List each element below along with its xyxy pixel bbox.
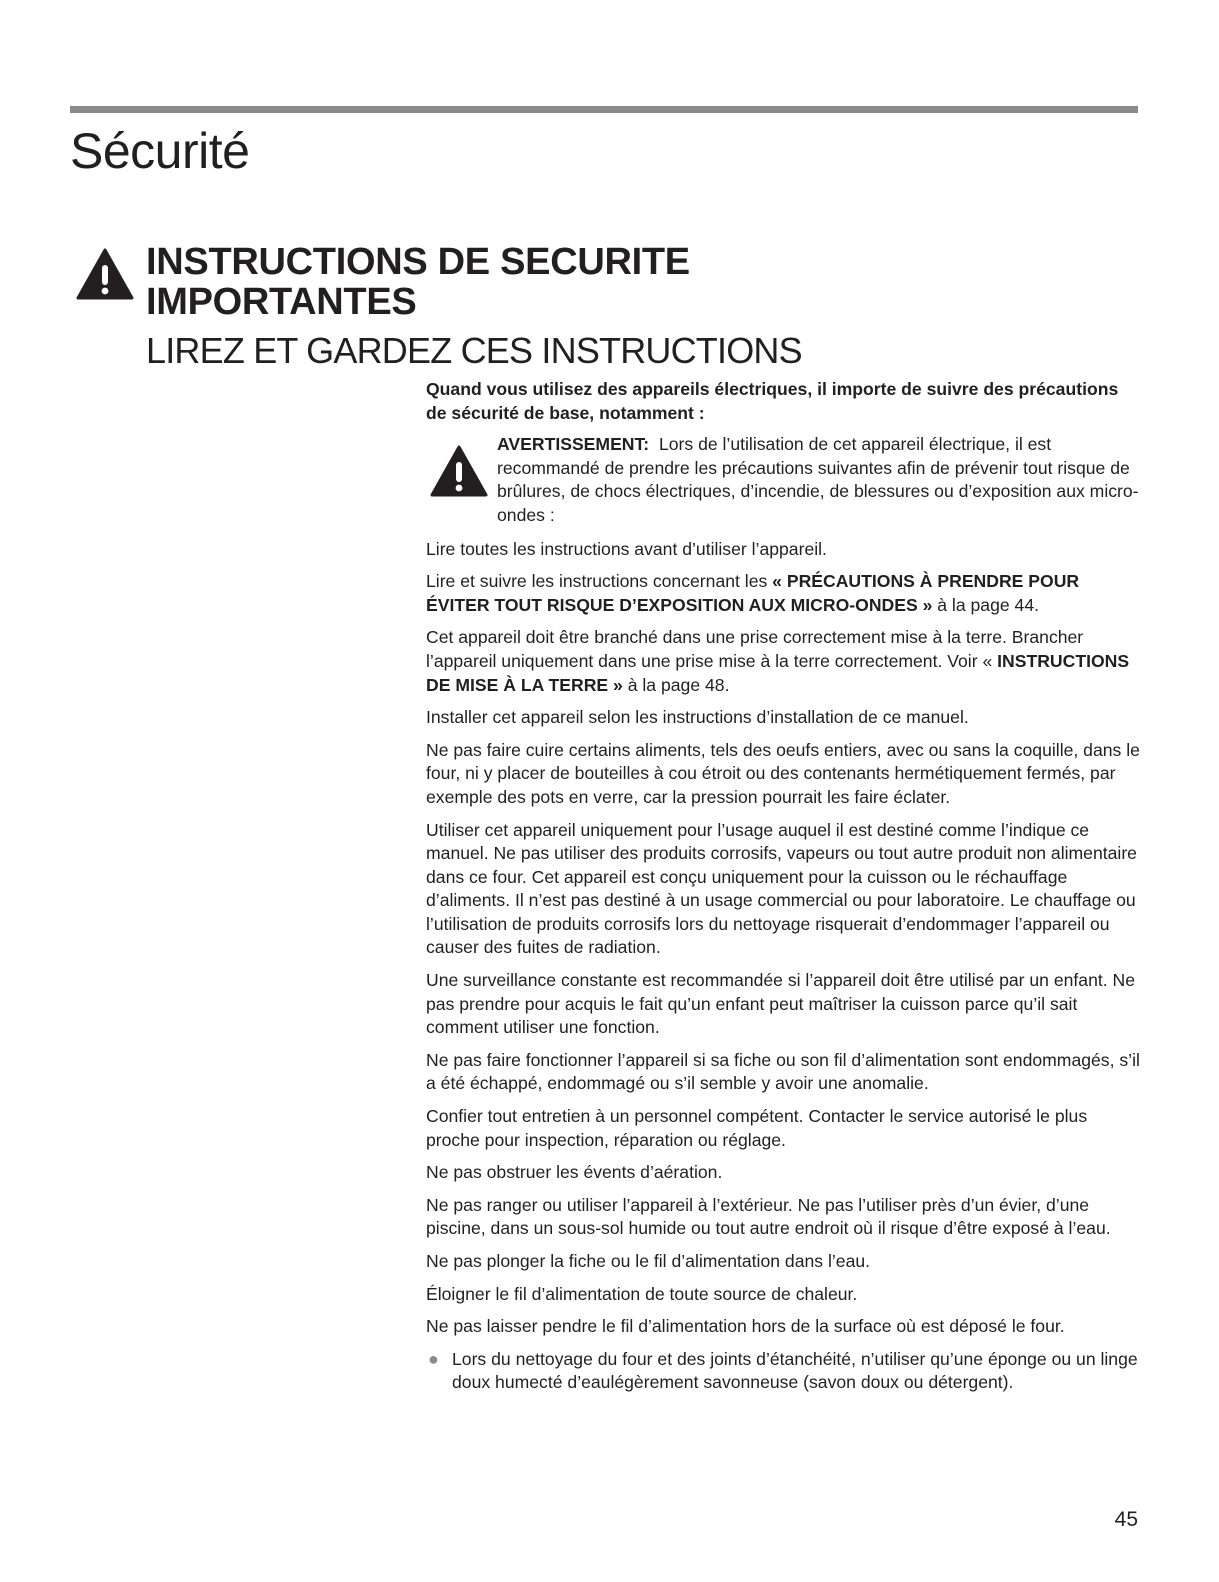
grounding-instructions-reference: INSTRUCTIONS DE MISE À LA TERRE » — [426, 650, 1130, 695]
paragraph-text: Cet appareil doit être branché dans une prise correctement mise à la terre. Brancher l’appareil uniquement dans une prise mise à la terre correctement. Voir « — [426, 627, 1084, 671]
warning-paragraph — [497, 433, 1140, 527]
paragraph-text: à la page 48. — [622, 674, 730, 695]
instruction-paragraph: Éloigner le fil d’alimentation de toute source de chaleur. — [426, 1283, 858, 1304]
intro-text: Quand vous utilisez des appareils électriques, il importe de suivre des précautions de sécurité de base, notamment : — [426, 379, 1119, 423]
bullet-text: Lors du nettoyage du four et des joints d’étanchéité, n’utiliser qu’une éponge ou un linge doux humecté d’eaulégèrement savonneuse (savon doux ou détergent). — [452, 1348, 1138, 1393]
main-heading-line-1: INSTRUCTIONS DE SECURITE — [146, 241, 690, 283]
instruction-paragraph: Installer cet appareil selon les instructions d’installation de ce manuel. — [426, 707, 969, 728]
instruction-paragraph: Utiliser cet appareil uniquement pour l’usage auquel il est destiné comme l’indique ce manuel. Ne pas utiliser des produits corrosifs, vapeurs ou tout autre produit non alimentaire dans ce four. Cet appareil est conçu uniquement pour la cuisson ou le réchauffage d’aliments. Il n’est pas destiné à un usage commercial ou pour laboratoire. Le chauffage ou l’utilisation de produits corrosifs lors du nettoyage risquerait d’endommager l’appareil ou causer des fuites de radiation. — [426, 819, 1137, 958]
instruction-paragraph: Confier tout entretien à un personnel compétent. Contacter le service autorisé le plus proche pour inspection, réparation ou réglage. — [426, 1106, 1088, 1150]
page-number: 45 — [1114, 1508, 1138, 1531]
main-heading-line-2: IMPORTANTES — [146, 281, 417, 323]
instruction-paragraph — [426, 626, 1140, 697]
microwave-precautions-reference: « PRÉCAUTIONS À PRENDRE POUR ÉVITER TOUT RISQUE D’EXPOSITION AUX MICRO-ONDES » — [426, 571, 1080, 615]
warning-block — [426, 433, 1140, 527]
instructions-body — [426, 378, 1140, 1395]
instruction-paragraph: Ne pas ranger ou utiliser l’appareil à l’extérieur. Ne pas l’utiliser près d’un évier, d’une piscine, dans un sous-sol humide ou tout autre endroit où il risque d’être exposé à l’eau. — [426, 1194, 1111, 1239]
instruction-paragraph: Lire toutes les instructions avant d’utiliser l’appareil. — [426, 538, 827, 559]
instruction-paragraph — [426, 570, 1140, 617]
top-rule — [70, 106, 1138, 113]
sub-heading: LIREZ ET GARDEZ CES INSTRUCTIONS — [146, 330, 802, 371]
warning-triangle-icon — [76, 248, 134, 300]
warning-label: AVERTISSEMENT: — [497, 434, 650, 455]
bullet-item — [426, 1348, 1140, 1395]
instruction-paragraph: Ne pas plonger la fiche ou le fil d’alimentation dans l’eau. — [426, 1251, 871, 1271]
instruction-paragraph: Ne pas faire cuire certains aliments, tels des oeufs entiers, avec ou sans la coquille, dans le four, ni y placer de bouteilles à cou étroit ou des contenants hermétiquement fermés, par exemple des pots en verre, car la pression pourrait les faire éclater. — [426, 739, 1140, 807]
instruction-paragraph: Une surveillance constante est recommandée si l’appareil doit être utilisé par un enfant. Ne pas prendre pour acquis le fait qu’un enfant peut maîtriser la cuisson parce qu’il sait comment utiliser une fonction. — [426, 970, 1136, 1038]
paragraph-text: Lire et suivre les instructions concernant les — [426, 571, 773, 592]
warning-text: Lors de l’utilisation de cet appareil électrique, il est recommandé de prendre les précautions suivantes afin de prévenir tout risque de brûlures, de chocs électriques, d’incendie, de blessures ou d’exposition aux micro-ondes : — [497, 434, 1139, 525]
main-heading — [146, 242, 690, 322]
bullet-dot-icon: ● — [428, 1348, 439, 1369]
page-title: Sécurité — [70, 123, 250, 179]
instruction-paragraph: Ne pas faire fonctionner l’appareil si sa fiche ou son fil d’alimentation sont endommagés, s’il a été échappé, endommagé ou s’il semble y avoir une anomalie. — [426, 1049, 1140, 1094]
instruction-paragraph: Ne pas obstruer les évents d’aération. — [426, 1162, 723, 1183]
warning-triangle-icon — [430, 445, 488, 497]
paragraph-text: à la page 44. — [932, 594, 1040, 615]
instruction-paragraph: Ne pas laisser pendre le fil d’alimentation hors de la surface où est déposé le four. — [426, 1316, 1065, 1337]
